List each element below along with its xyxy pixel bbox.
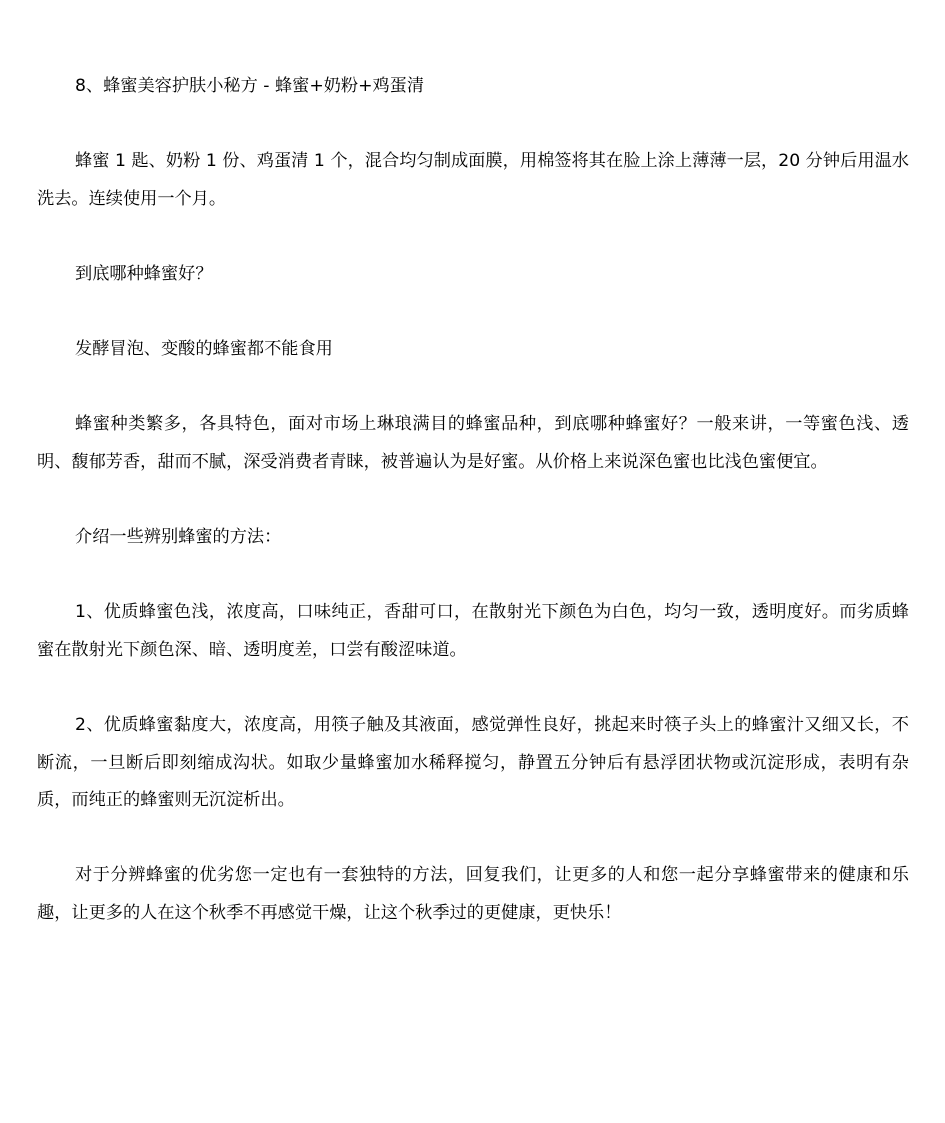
paragraph-closing: 对于分辨蜂蜜的优劣您一定也有一套独特的方法，回复我们，让更多的人和您一起分享蜂蜜带来的健康和乐趣，让更多的人在这个秋季不再感觉干燥，让这个秋季过的更健康，更快乐！ [37, 865, 909, 924]
heading-honey-beauty-tip: 8、蜂蜜美容护肤小秘方 - 蜂蜜+奶粉+鸡蛋清 [75, 76, 425, 96]
paragraph-method-2: 2、优质蜂蜜黏度大，浓度高，用筷子触及其液面，感觉弹性良好，挑起来时筷子头上的蜂蜜汁又细又长，不断流，一旦断后即刻缩成沟状。如取少量蜂蜜加水稀释搅匀，静置五分钟后有悬浮团状物或沉淀形成，表明有杂质，而纯正的蜂蜜则无沉淀析出。 [37, 715, 909, 811]
document-body [37, 68, 909, 970]
heading-which-honey-is-good: 到底哪种蜂蜜好？ [75, 263, 213, 284]
paragraph-method-1: 1、优质蜂蜜色浅，浓度高，口味纯正，香甜可口，在散射光下颜色为白色，均匀一致，透明度好。而劣质蜂蜜在散射光下颜色深、暗、透明度差，口尝有酸涩味道。 [37, 602, 909, 660]
paragraph-identification-intro: 介绍一些辨别蜂蜜的方法： [75, 527, 282, 548]
paragraph-mask-recipe: 蜂蜜 1 匙、奶粉 1 份、鸡蛋清 1 个，混合均匀制成面膜，用棉签将其在脸上涂上薄薄一层，20 分钟后用温水洗去。连续使用一个月。 [37, 151, 909, 209]
paragraph-honey-varieties: 蜂蜜种类繁多，各具特色，面对市场上琳琅满目的蜂蜜品种，到底哪种蜂蜜好？一般来讲，一等蜜色浅、透明、馥郁芳香，甜而不腻，深受消费者青睐，被普遍认为是好蜜。从价格上来说深色蜜也比浅色蜜便宜。 [37, 414, 909, 472]
paragraph-fermented-honey-warning: 发酵冒泡、变酸的蜂蜜都不能食用 [75, 339, 333, 360]
